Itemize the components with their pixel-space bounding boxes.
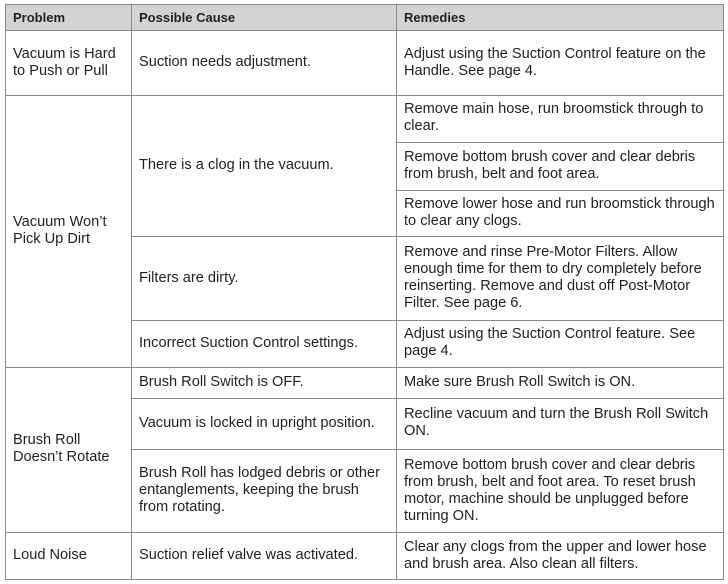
cause-cell: Filters are dirty. [132, 237, 397, 320]
header-row [6, 5, 724, 31]
problem-cell: Vacuum is Hard to Push or Pull [6, 31, 132, 96]
remedy-cell: Remove lower hose and run broomstick through to clear any clogs. [397, 190, 724, 237]
header-problem: Problem [6, 5, 132, 31]
remedy-cell: Remove main hose, run broomstick through to clear. [397, 96, 724, 143]
table-row [6, 31, 724, 96]
remedy-cell: Remove bottom brush cover and clear debris from brush, belt and foot area. [397, 142, 724, 190]
table-row [6, 533, 724, 580]
cause-cell: Brush Roll has lodged debris or other entanglements, keeping the brush from rotating. [132, 449, 397, 532]
table-row [6, 367, 724, 399]
remedy-cell: Remove bottom brush cover and clear debris from brush, belt and foot area. To reset brush motor, machine should be unplugged before turning ON. [397, 449, 724, 532]
problem-cell: Loud Noise [6, 533, 132, 580]
cause-cell: Brush Roll Switch is OFF. [132, 367, 397, 399]
remedy-cell: Recline vacuum and turn the Brush Roll Switch ON. [397, 399, 724, 450]
cause-cell: There is a clog in the vacuum. [132, 96, 397, 237]
table-row [6, 96, 724, 143]
cause-cell: Vacuum is locked in upright position. [132, 399, 397, 450]
header-possible-cause: Possible Cause [132, 5, 397, 31]
remedy-cell: Adjust using the Suction Control feature. See page 4. [397, 320, 724, 367]
troubleshooting-table [5, 4, 724, 580]
problem-cell: Brush Roll Doesn’t Rotate [6, 367, 132, 533]
cause-cell: Incorrect Suction Control settings. [132, 320, 397, 367]
problem-cell: Vacuum Won’t Pick Up Dirt [6, 96, 132, 367]
remedy-cell: Make sure Brush Roll Switch is ON. [397, 367, 724, 399]
remedy-cell: Clear any clogs from the upper and lower hose and brush area. Also clean all filters. [397, 533, 724, 580]
remedy-cell: Adjust using the Suction Control feature on the Handle. See page 4. [397, 31, 724, 96]
header-remedies: Remedies [397, 5, 724, 31]
cause-cell: Suction needs adjustment. [132, 31, 397, 96]
cause-cell: Suction relief valve was activated. [132, 533, 397, 580]
remedy-cell: Remove and rinse Pre-Motor Filters. Allow enough time for them to dry completely before reinserting. Remove and dust off Post-Motor Filter. See page 6. [397, 237, 724, 320]
